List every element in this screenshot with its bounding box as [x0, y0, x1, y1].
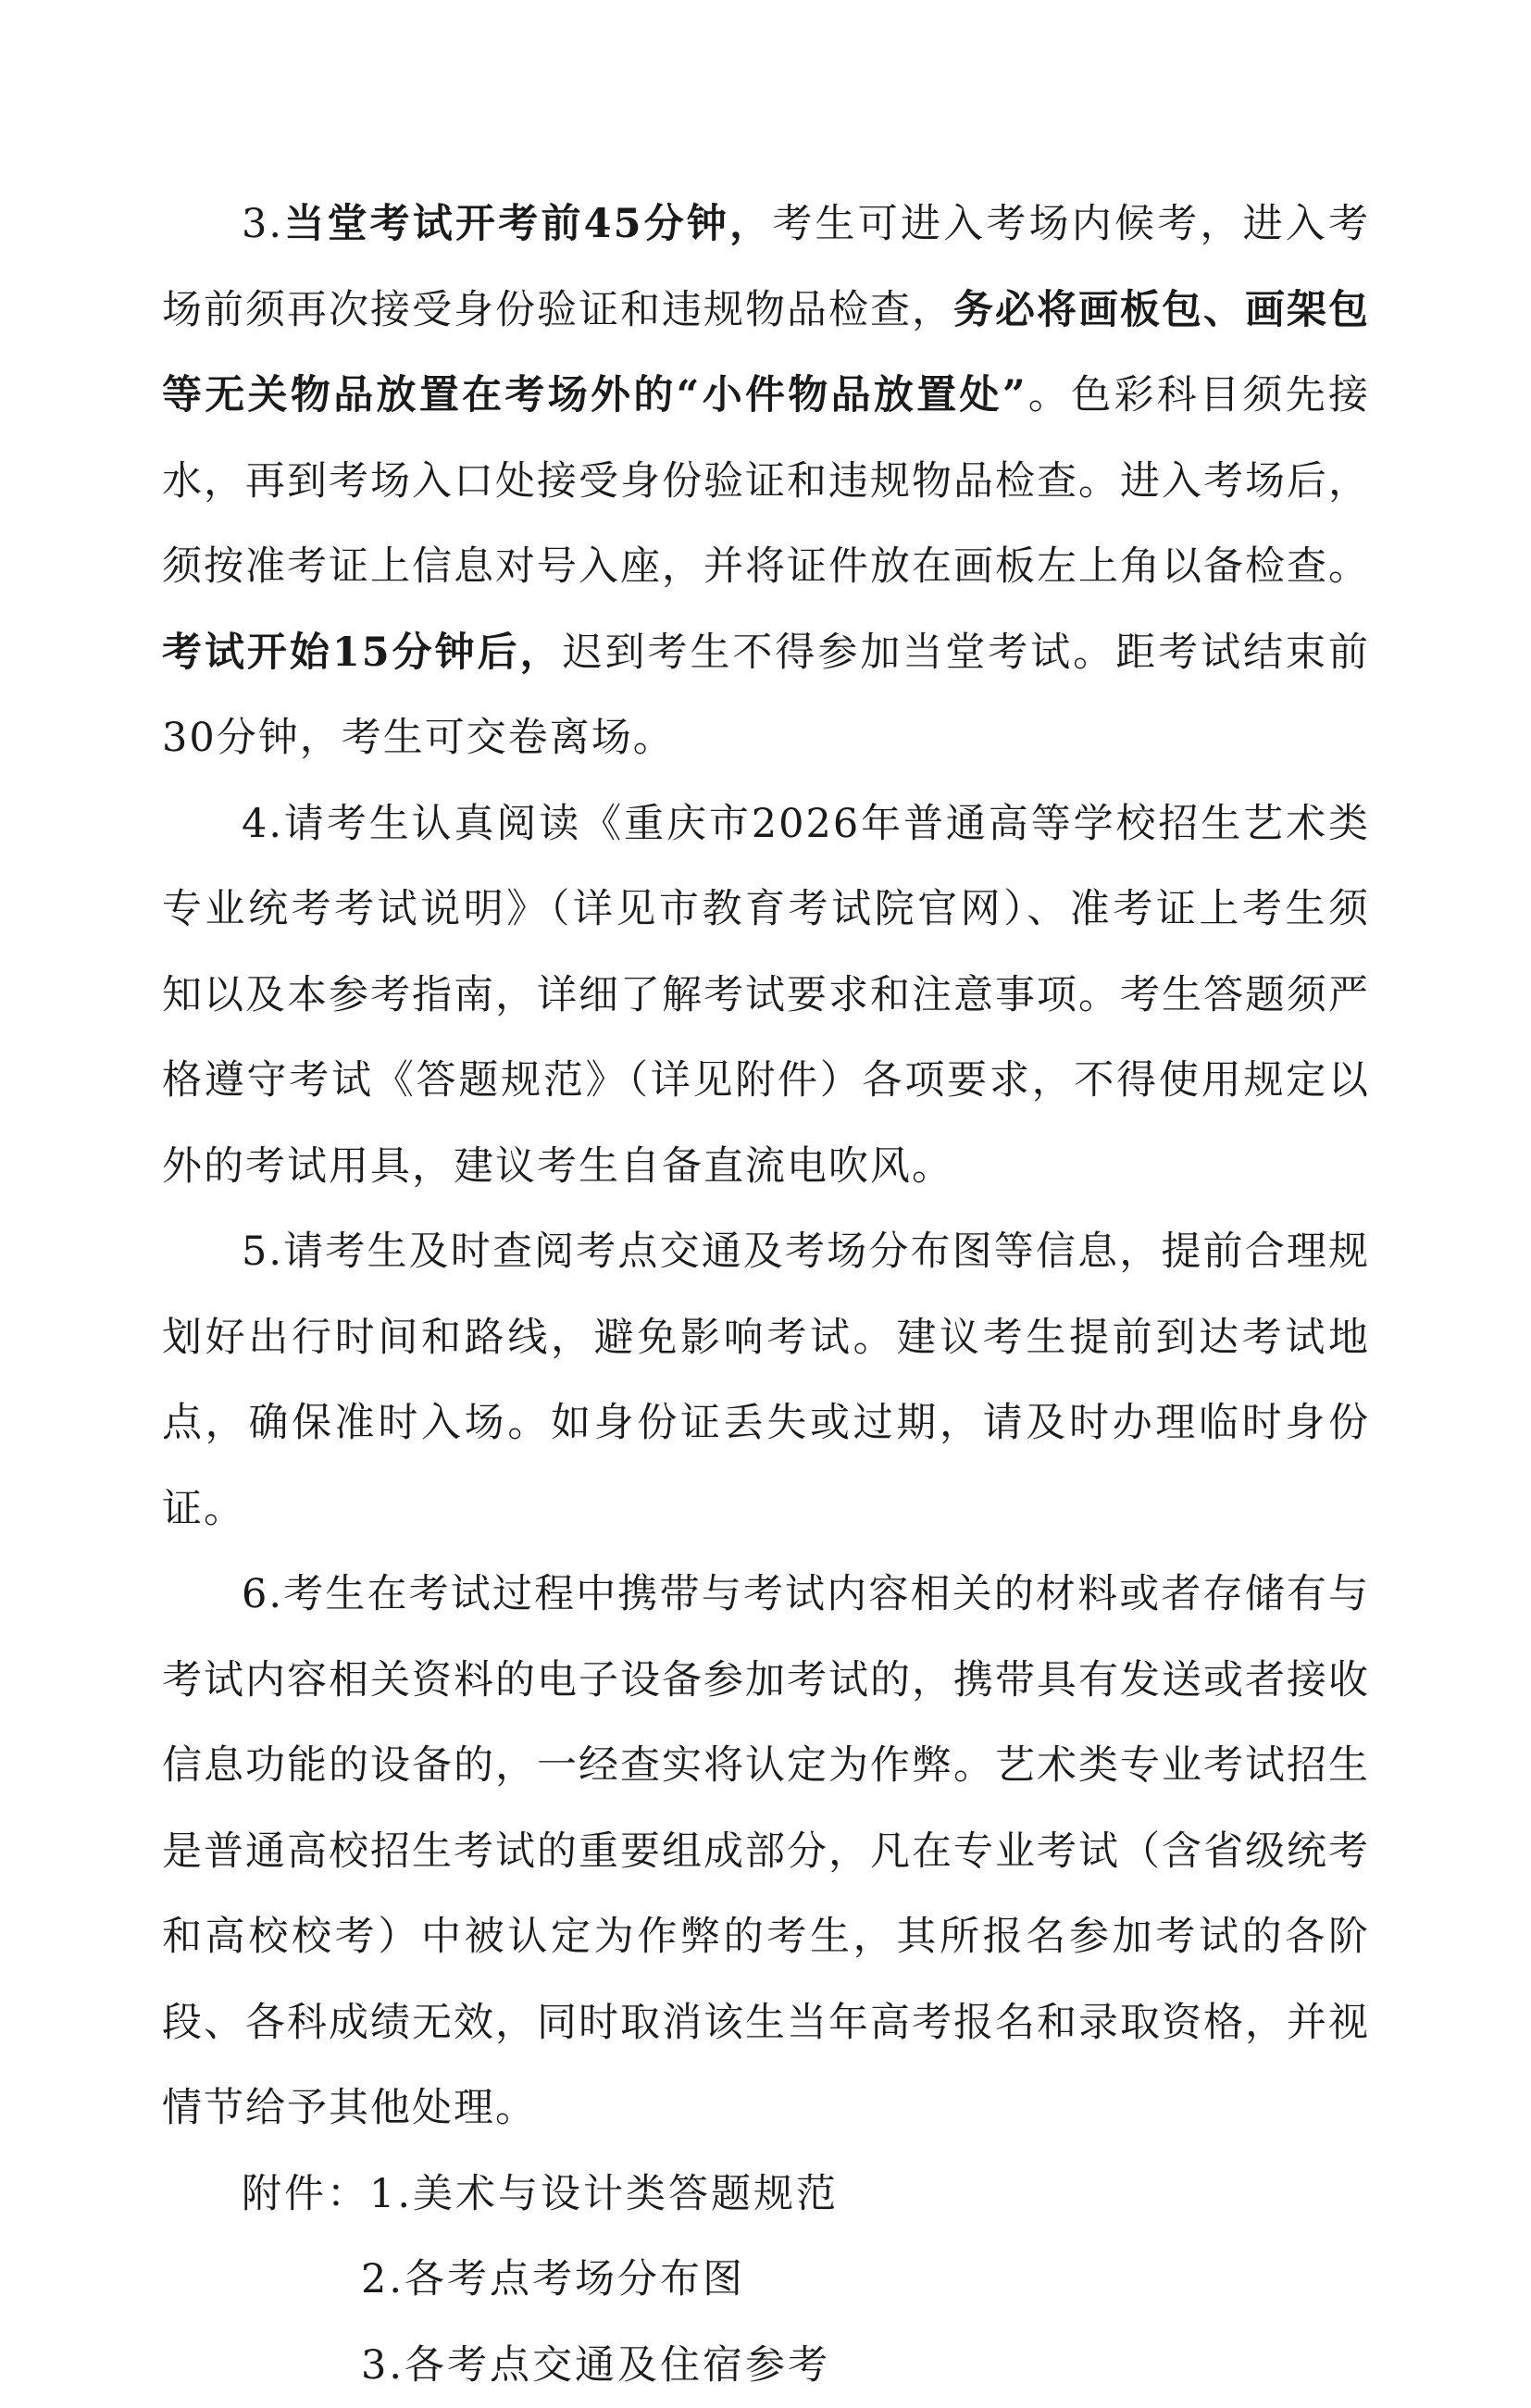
paragraph-3-bold-items: 务必将画板包、画架包等无关物品放置在考场外的“小件物品放置处” — [162, 287, 1370, 419]
attachment-item-3: 3.各考点交通及住宿参考 — [162, 2323, 1370, 2408]
paragraph-6: 6.考生在考试过程中携带与考试内容相关的材料或者存储有与考试内容相关资料的电子设备参加考试的，携带具有发送或者接收信息功能的设备的，一经查实将认定为作弊。艺术类专业考试招生是普通高校招生考试的重要组成部分，凡在专业考试（含省级统考和高校校考）中被认定为作弊的考生，其所报名参加考试的各阶段、各科成绩无效，同时取消该生当年高考报名和录取资格，并视情节给予其他处理。 — [162, 1552, 1370, 2152]
paragraph-3-bold-late: 考试开始15分钟后， — [162, 630, 563, 676]
attachment-1-text: 1.美术与设计类答题规范 — [369, 2171, 839, 2217]
attachment-item-1 — [162, 2152, 1370, 2238]
attachments-label: 附件： — [242, 2171, 369, 2217]
attachments-list — [162, 2152, 1370, 2408]
paragraph-3-number: 3. — [242, 201, 283, 247]
paragraph-3 — [162, 181, 1370, 781]
paragraph-3-text-seating: 。色彩科目须先接水，再到考场入口处接受身份验证和违规物品检查。进入考场后，须按准考证上信息对号入座，并将证件放在画板左上角以备检查。 — [162, 372, 1370, 590]
paragraph-4: 4.请考生认真阅读《重庆市2026年普通高等学校招生艺术类专业统考考试说明》（详见市教育考试院官网）、准考证上考生须知以及本参考指南，详细了解考试要求和注意事项。考生答题须严格遵守考试《答题规范》（详见附件）各项要求，不得使用规定以外的考试用具，建议考生自备直流电吹风。 — [162, 781, 1370, 1210]
attachment-item-2: 2.各考点考场分布图 — [162, 2237, 1370, 2323]
paragraph-3-text-entry: 考生可进入考场内候考，进入考场前须再次接受身份验证和违规物品检查， — [162, 201, 1370, 333]
paragraph-3-bold-time: 当堂考试开考前45分钟， — [283, 201, 772, 247]
document-body — [162, 181, 1370, 2408]
paragraph-5: 5.请考生及时查阅考点交通及考场分布图等信息，提前合理规划好出行时间和路线，避免影响考试。建议考生提前到达考试地点，确保准时入场。如身份证丢失或过期，请及时办理临时身份证。 — [162, 1209, 1370, 1552]
paragraph-3-text-leave: 迟到考生不得参加当堂考试。距考试结束前30分钟，考生可交卷离场。 — [162, 630, 1370, 762]
